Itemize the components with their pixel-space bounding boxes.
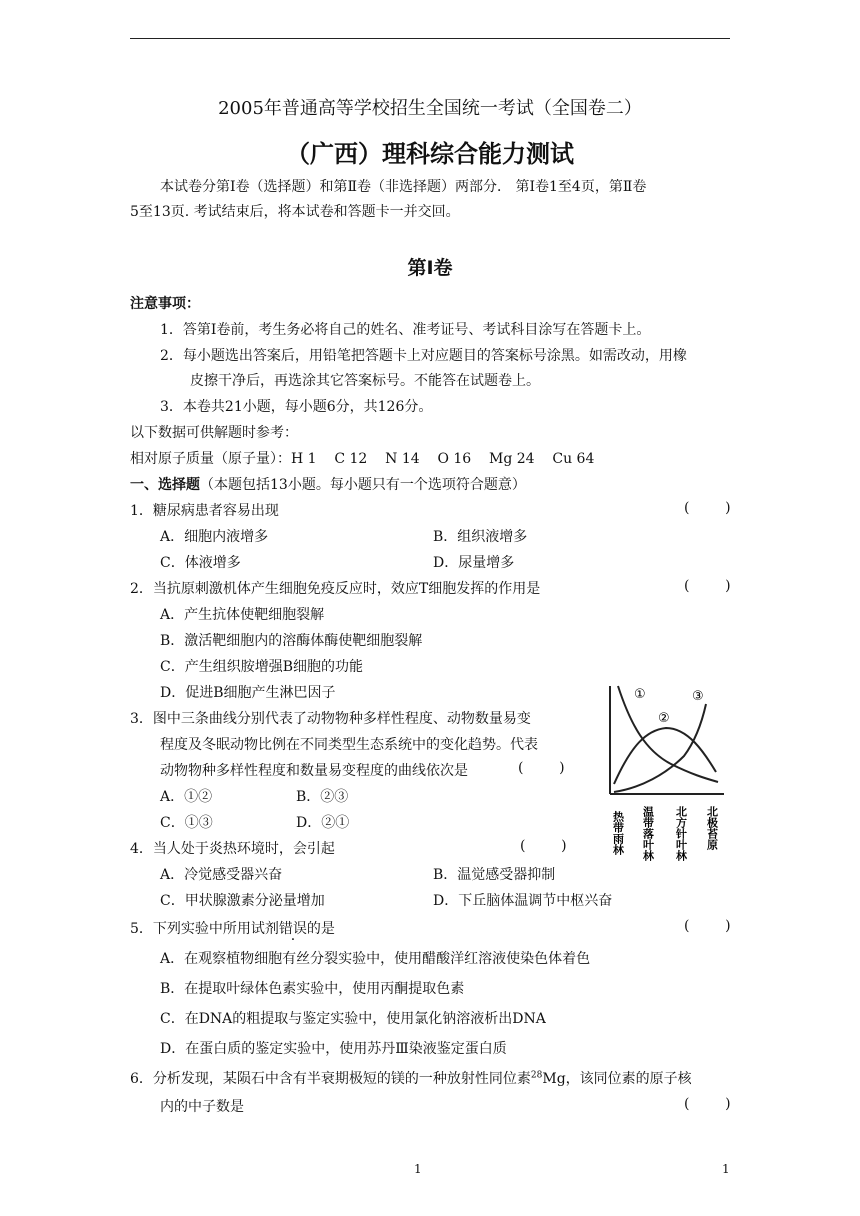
note-item-1: 1．答第Ⅰ卷前，考生务必将自己的姓名、准考证号、考试科目涂写在答题卡上。 bbox=[160, 322, 651, 338]
q6-answer-paren: ( ) bbox=[684, 1096, 731, 1112]
curve-2-label: ② bbox=[658, 711, 670, 726]
q3-stem-line-2: 程度及冬眠动物比例在不同类型生态系统中的变化趋势。代表 bbox=[160, 737, 538, 753]
x-label-temperate-deciduous: 温带落叶林 bbox=[641, 806, 655, 861]
q1-option-d: D．尿量增多 bbox=[433, 555, 515, 571]
q2-option-b: B．激活靶细胞内的溶酶体酶使靶细胞裂解 bbox=[160, 633, 423, 649]
curve-1-label: ① bbox=[634, 687, 646, 702]
page-number-center: 1 bbox=[414, 1162, 422, 1176]
q3-stem-line-3: 动物物种多样性程度和数量易变程度的曲线依次是 bbox=[160, 763, 468, 779]
q4-option-b: B．温觉感受器抑制 bbox=[433, 867, 556, 883]
q5-stem bbox=[130, 918, 335, 938]
q1-answer-paren: ( ) bbox=[684, 500, 731, 516]
curve-3-label: ③ bbox=[692, 689, 704, 704]
top-rule bbox=[130, 38, 730, 39]
q5-option-c: C．在DNA的粗提取与鉴定实验中，使用氯化钠溶液析出DNA bbox=[160, 1011, 546, 1027]
q6-stem-post: Mg，该同位素的原子核 bbox=[542, 1071, 692, 1087]
page-number-right: 1 bbox=[722, 1162, 730, 1176]
q2-answer-paren: ( ) bbox=[684, 578, 731, 594]
q5-option-b: B．在提取叶绿体色素实验中，使用丙酮提取色素 bbox=[160, 981, 465, 997]
q6-stem-line-2: 内的中子数是 bbox=[160, 1099, 244, 1115]
q2-option-c: C．产生组织胺增强B细胞的功能 bbox=[160, 659, 363, 675]
x-label-boreal-conifer: 北方针叶林 bbox=[674, 806, 688, 861]
q4-option-d: D．下丘脑体温调节中枢兴奋 bbox=[433, 893, 613, 909]
q6-mass-number: 28 bbox=[530, 1070, 543, 1081]
q3-stem-line-1: 3．图中三条曲线分别代表了动物物种多样性程度、动物数量易变 bbox=[130, 711, 531, 727]
q1-option-c: C．体液增多 bbox=[160, 555, 241, 571]
q5-answer-paren: ( ) bbox=[684, 918, 731, 934]
atomic-masses: 相对原子质量（原子量）：H 1 C 12 N 14 O 16 Mg 24 Cu 64 bbox=[130, 451, 595, 467]
intro-line-1: 本试卷分第Ⅰ卷（选择题）和第Ⅱ卷（非选择题）两部分． 第Ⅰ卷1至4页，第Ⅱ卷 bbox=[160, 179, 647, 195]
q1-option-a: A．细胞内液增多 bbox=[160, 529, 269, 545]
section-title: 第Ⅰ卷 bbox=[407, 257, 453, 279]
notes-heading: 注意事项： bbox=[130, 296, 200, 312]
intro-line-2: 5至13页. 考试结束后，将本试卷和答题卡一并交回。 bbox=[130, 204, 460, 220]
exam-subtitle: （广西）理科综合能力测试 bbox=[286, 140, 574, 168]
q4-stem: 4．当人处于炎热环境时，会引起 bbox=[130, 841, 335, 857]
q3-answer-paren: ( ) bbox=[518, 760, 565, 776]
q5-stem-emphasis: 错误 bbox=[278, 921, 307, 937]
note-item-2-cont: 皮擦干净后，再选涂其它答案标号。不能答在试题卷上。 bbox=[190, 373, 540, 389]
q5-stem-pre: 5．下列实验中所用试剂 bbox=[130, 921, 279, 937]
ecosystem-curves-figure bbox=[596, 666, 736, 876]
part-heading bbox=[130, 474, 526, 494]
q2-stem: 2．当抗原刺激机体产生细胞免疫反应时，效应T细胞发挥的作用是 bbox=[130, 581, 541, 597]
q4-option-c: C．甲状腺激素分泌量增加 bbox=[160, 893, 325, 909]
q3-option-c: C．①③ bbox=[160, 815, 213, 831]
q4-option-a: A．冷觉感受器兴奋 bbox=[160, 867, 283, 883]
q1-option-b: B．组织液增多 bbox=[433, 529, 528, 545]
q3-option-b: B．②③ bbox=[296, 789, 349, 805]
q6-stem-pre: 6．分析发现，某陨石中含有半衰期极短的镁的一种放射性同位素 bbox=[130, 1071, 531, 1087]
part-description: （本题包括13小题。每小题只有一个选项符合题意） bbox=[200, 477, 526, 493]
note-item-2: 2．每小题选出答案后，用铅笔把答题卡上对应题目的答案标号涂黑。如需改动，用橡 bbox=[160, 348, 687, 364]
x-label-tropical-rainforest: 热带雨林 bbox=[611, 811, 625, 855]
reference-heading: 以下数据可供解题时参考： bbox=[130, 425, 298, 441]
part-label: 一、选择题 bbox=[130, 477, 200, 493]
q2-option-d: D．促进B细胞产生淋巴因子 bbox=[160, 685, 336, 701]
q6-stem-line-1 bbox=[130, 1068, 692, 1088]
q1-stem: 1．糖尿病患者容易出现 bbox=[130, 503, 279, 519]
q2-option-a: A．产生抗体使靶细胞裂解 bbox=[160, 607, 325, 623]
q3-option-d: D．②① bbox=[296, 815, 350, 831]
x-label-arctic-tundra: 北极苔原 bbox=[705, 806, 719, 850]
q3-option-a: A．①② bbox=[160, 789, 213, 805]
q5-option-d: D．在蛋白质的鉴定实验中，使用苏丹Ⅲ染液鉴定蛋白质 bbox=[160, 1041, 507, 1057]
note-item-3: 3．本卷共21小题，每小题6分，共126分。 bbox=[160, 399, 433, 415]
exam-title: 2005年普通高等学校招生全国统一考试（全国卷二） bbox=[218, 98, 642, 119]
q5-option-a: A．在观察植物细胞有丝分裂实验中，使用醋酸洋红溶液使染色体着色 bbox=[160, 951, 591, 967]
q5-stem-post: 的是 bbox=[306, 921, 335, 937]
q4-answer-paren: ( ) bbox=[520, 838, 567, 854]
